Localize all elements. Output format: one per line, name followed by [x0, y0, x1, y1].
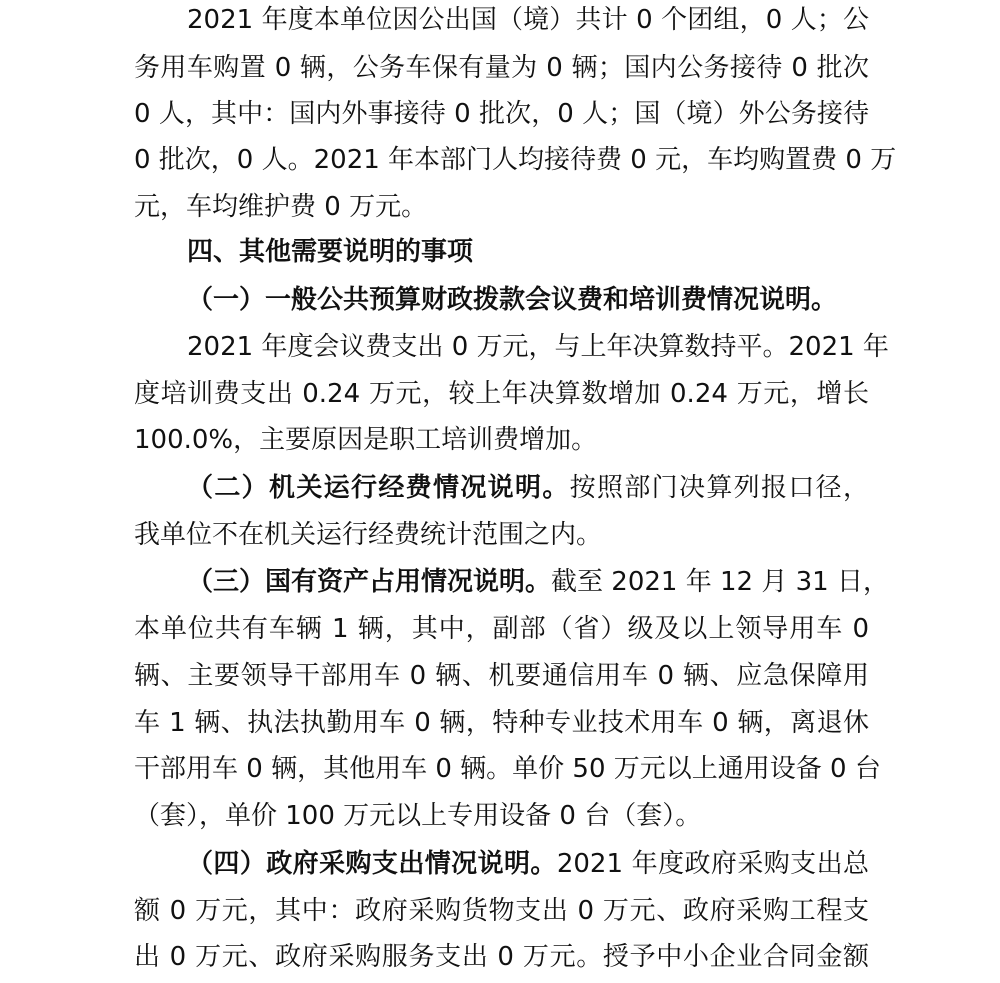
text-span: 截至 2021 年 12 月 31 日，	[551, 567, 889, 597]
text-line: 0 批次，0 人。2021 年本部门人均接待费 0 元，车均购置费 0 万	[134, 145, 897, 175]
text-line: 100.0%，主要原因是职工培训费增加。	[134, 425, 598, 455]
subsection-title: （二）机关运行经费情况说明。	[187, 473, 570, 503]
subsection-title: （一）一般公共预算财政拨款会议费和培训费情况说明。	[187, 285, 838, 315]
text-span: 2021 年度政府采购支出总	[556, 849, 869, 879]
subsection-title: （三）国有资产占用情况说明。	[187, 567, 552, 597]
text-line	[187, 556, 889, 608]
text-line: 辆、主要领导干部用车 0 辆、机要通信用车 0 辆、应急保障用	[134, 661, 869, 691]
text-line: 额 0 万元，其中：政府采购货物支出 0 万元、政府采购工程支	[134, 896, 869, 926]
section-heading: 四、其他需要说明的事项	[187, 237, 474, 267]
text-line: 元，车均维护费 0 万元。	[134, 192, 428, 222]
text-line: 干部用车 0 辆，其他用车 0 辆。单价 50 万元以上通用设备 0 台	[134, 754, 881, 784]
text-line: 度培训费支出 0.24 万元，较上年决算数增加 0.24 万元，增长	[134, 379, 869, 409]
text-line: 我单位不在机关运行经费统计范围之内。	[134, 520, 603, 550]
text-line: 0 人，其中：国内外事接待 0 批次，0 人；国（境）外公务接待	[134, 99, 869, 129]
subsection-title: （四）政府采购支出情况说明。	[187, 849, 557, 879]
text-line	[187, 838, 869, 890]
text-line: 2021 年度会议费支出 0 万元，与上年决算数持平。2021 年	[187, 332, 889, 362]
text-line: 务用车购置 0 辆，公务车保有量为 0 辆；国内公务接待 0 批次	[134, 53, 869, 83]
text-line: （套），单价 100 万元以上专用设备 0 台（套）。	[134, 801, 702, 831]
text-line: 车 1 辆、执法执勤用车 0 辆，特种专业技术用车 0 辆，离退休	[134, 708, 869, 738]
text-line: 2021 年度本单位因公出国（境）共计 0 个团组，0 人；公	[187, 5, 869, 35]
text-line: 本单位共有车辆 1 辆，其中，副部（省）级及以上领导用车 0	[134, 614, 869, 644]
text-span: 按照部门决算列报口径，	[569, 473, 869, 503]
text-line	[187, 462, 869, 514]
text-line: 出 0 万元、政府采购服务支出 0 万元。授予中小企业合同金额	[134, 942, 869, 972]
